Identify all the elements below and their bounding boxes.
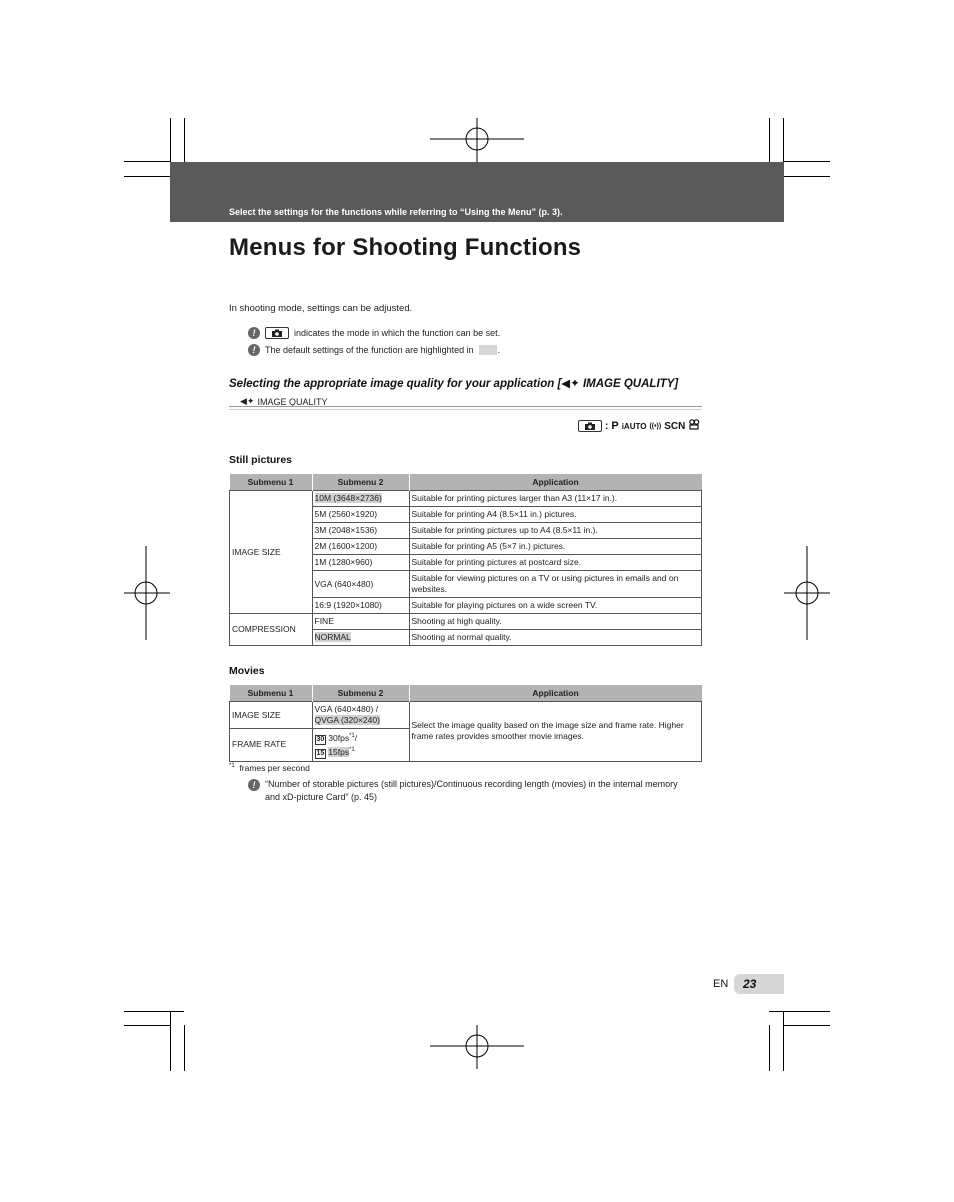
column-header: Submenu 2 <box>312 685 409 702</box>
submenu2-cell: 3M (2048×1536) <box>312 523 409 539</box>
mode-stabilization: ((•)) <box>649 422 662 430</box>
fps-separator: / <box>354 732 358 743</box>
crop-mark <box>769 118 770 162</box>
crop-mark <box>124 1025 170 1026</box>
submenu2-cell: VGA (640×480) <box>312 571 409 598</box>
modes-prefix: : <box>605 420 609 432</box>
crop-mark <box>184 118 185 162</box>
crop-mark <box>769 1011 830 1012</box>
crop-mark <box>184 1025 185 1071</box>
reference-note <box>248 778 688 803</box>
default-value: QVGA (320×240) <box>314 715 380 725</box>
section-heading-menu: IMAGE QUALITY] <box>582 378 679 390</box>
footnote-ref: *1 <box>349 746 355 753</box>
application-cell: Suitable for printing pictures at postcard size. <box>409 555 702 571</box>
submenu2-cell: 16:9 (1920×1080) <box>312 598 409 614</box>
mode-note <box>248 327 500 339</box>
intro-text: In shooting mode, settings can be adjusted. <box>229 303 413 314</box>
column-header: Submenu 2 <box>312 474 409 491</box>
registration-mark-top <box>430 118 524 162</box>
submenu2-line: VGA (640×480) / <box>314 704 379 714</box>
footnote-ref: *1 <box>349 733 355 739</box>
language-label: EN <box>713 978 729 990</box>
table-row <box>230 702 702 729</box>
default-note-text: The default settings of the function are highlighted in <box>265 345 474 355</box>
header-instruction: Select the settings for the functions while referring to “Using the Menu” (p. 3). <box>229 207 563 217</box>
section-heading <box>229 376 678 390</box>
application-cell: Suitable for viewing pictures on a TV or using pictures in emails and on websites. <box>409 571 702 598</box>
default-value: NORMAL <box>314 632 351 642</box>
default-note <box>248 344 500 356</box>
submenu1-cell: IMAGE SIZE <box>230 702 313 729</box>
path-rule <box>229 406 702 410</box>
mode-iauto: iAUTO <box>621 421 647 431</box>
reference-note-text: “Number of storable pictures (still pictures)/Continuous recording length (movies) in the internal memory and xD-picture Card” (p. 45) <box>265 779 678 802</box>
camera-mode-icon <box>578 420 602 432</box>
crop-mark <box>784 161 830 162</box>
footnote-marker: *1 <box>229 763 235 770</box>
submenu1-cell: COMPRESSION <box>230 614 313 646</box>
application-cell: Suitable for printing pictures up to A4 (8.5×11 in.). <box>409 523 702 539</box>
movies-heading: Movies <box>229 665 265 677</box>
caution-icon: ! <box>248 327 260 339</box>
application-cell: Suitable for printing A4 (8.5×11 in.) pictures. <box>409 507 702 523</box>
mode-note-text: indicates the mode in which the function can be set. <box>294 328 501 338</box>
page-title: Menus for Shooting Functions <box>229 234 582 261</box>
fps-15-icon: 15 <box>316 749 325 757</box>
highlight-swatch <box>479 345 497 355</box>
application-cell: Shooting at high quality. <box>409 614 702 630</box>
application-cell: Select the image quality based on the image size and frame rate. Higher frame rates provides smoother movie images. <box>409 702 702 762</box>
section-heading-text: Selecting the appropriate image quality for your application [ <box>229 378 562 390</box>
column-header: Submenu 1 <box>230 474 313 491</box>
column-header: Submenu 1 <box>230 685 313 702</box>
application-cell: Suitable for playing pictures on a wide screen TV. <box>409 598 702 614</box>
submenu2-cell: 2M (1600×1200) <box>312 539 409 555</box>
image-quality-icon: ◀✦ <box>561 378 580 390</box>
submenu2-cell <box>312 702 409 729</box>
submenu2-cell <box>312 729 409 762</box>
crop-mark <box>783 1011 784 1071</box>
submenu1-cell: FRAME RATE <box>230 729 313 762</box>
submenu2-cell: 5M (2560×1920) <box>312 507 409 523</box>
application-cell: Shooting at normal quality. <box>409 630 702 646</box>
column-header: Application <box>409 474 702 491</box>
footnote <box>229 763 310 773</box>
page-number-tab <box>734 974 784 994</box>
menu-path-label: IMAGE QUALITY <box>257 396 328 407</box>
still-pictures-heading: Still pictures <box>229 454 293 466</box>
application-cell: Suitable for printing pictures larger than A3 (11×17 in.). <box>409 491 702 507</box>
fps-30-text: 30fps <box>328 732 350 743</box>
registration-mark-left <box>124 546 170 640</box>
submenu1-cell: IMAGE SIZE <box>230 491 313 614</box>
movies-table <box>229 685 702 762</box>
default-value: 10M (3648×2736) <box>314 493 382 503</box>
application-cell: Suitable for printing A5 (5×7 in.) pictures. <box>409 539 702 555</box>
registration-mark-right <box>784 546 830 640</box>
submenu2-cell <box>312 491 409 507</box>
crop-mark <box>784 1025 830 1026</box>
caution-icon: ! <box>248 344 260 356</box>
table-header-row <box>230 474 702 491</box>
movie-mode-icon <box>688 419 700 433</box>
page-number: 23 <box>743 977 757 991</box>
submenu2-cell <box>312 630 409 646</box>
table-header-row <box>230 685 702 702</box>
footnote-text: frames per second <box>239 763 310 773</box>
crop-mark <box>769 1025 770 1071</box>
column-header: Application <box>409 685 702 702</box>
caution-icon: ! <box>248 779 260 791</box>
submenu2-cell: FINE <box>312 614 409 630</box>
crop-mark <box>170 1011 171 1071</box>
fps-30-icon: 30 <box>316 735 325 743</box>
image-quality-icon: ◀✦ <box>240 396 255 406</box>
submenu2-cell: 1M (1280×960) <box>312 555 409 571</box>
crop-mark <box>124 1011 184 1012</box>
still-pictures-table <box>229 474 702 646</box>
mode-p: P <box>611 420 619 432</box>
default-value: 15fps <box>328 746 350 757</box>
crop-mark <box>124 161 170 162</box>
camera-mode-icon <box>265 327 289 339</box>
table-row <box>230 614 702 630</box>
mode-indicators <box>578 419 700 433</box>
default-note-end: . <box>497 345 501 355</box>
mode-scn: SCN <box>664 420 686 432</box>
table-row <box>230 491 702 507</box>
registration-mark-bottom <box>430 1025 524 1069</box>
